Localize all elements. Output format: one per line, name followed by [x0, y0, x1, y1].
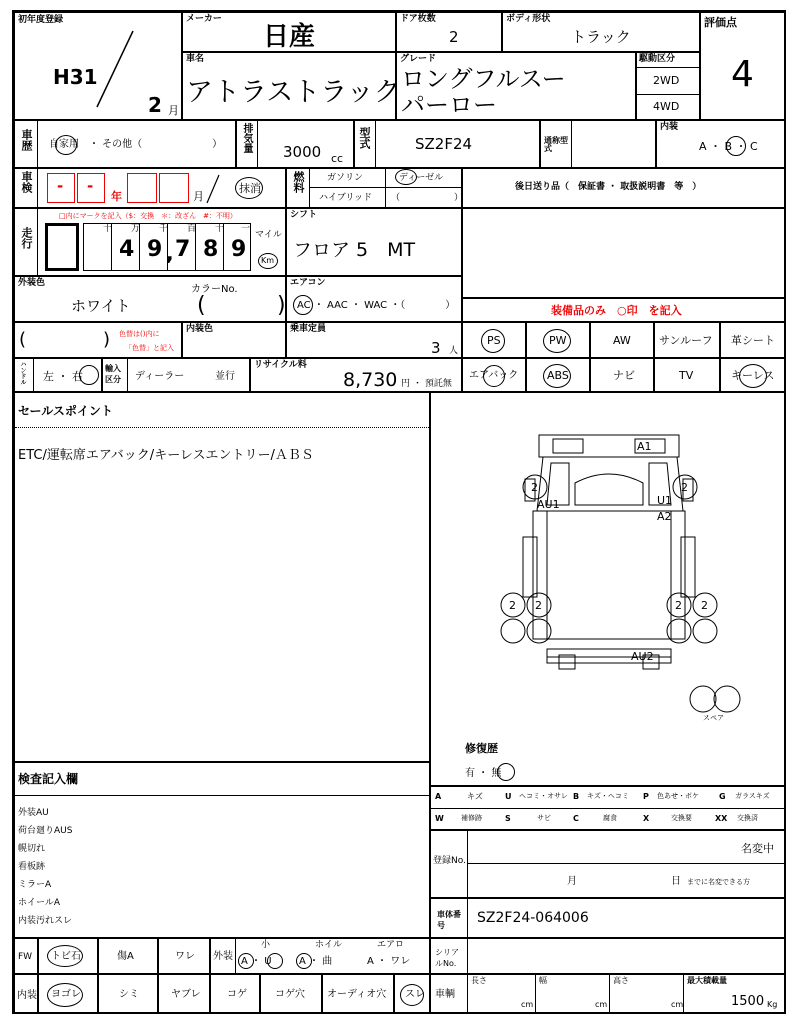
drive-2wd: 2WD — [653, 74, 680, 87]
equipment-tv: TV — [654, 358, 720, 392]
handle-cell — [14, 358, 102, 392]
car-name-cell — [182, 52, 401, 120]
shift-cell — [286, 208, 462, 276]
aircon-value: AC ・ AAC ・ WAC ・（ ） — [297, 300, 456, 311]
aftersend-cell — [462, 168, 786, 208]
fuel-diesel-circle — [395, 169, 417, 185]
interior-grade-circle — [726, 136, 746, 156]
mileage-mile: マイル — [255, 230, 282, 240]
tire-label-rr2: 2 — [701, 599, 708, 612]
mileage-digit-2: 9 — [147, 237, 163, 262]
equipment-navi: ナビ — [590, 358, 654, 392]
inspection-sheet — [12, 10, 786, 1014]
usage-cell — [14, 120, 236, 168]
vehicle-diagram — [430, 392, 786, 786]
model-value: SZ2F24 — [415, 135, 473, 153]
inspector-label: 検査記入欄 — [18, 772, 79, 786]
equipment-ps-circle — [481, 329, 505, 353]
usage-label: 車歴 — [20, 129, 33, 151]
mileage-digit-3: 7 — [175, 237, 191, 262]
inspection-dash1: - — [57, 177, 64, 195]
mileage-cell — [14, 208, 286, 276]
fuel-label: 燃料 — [292, 171, 305, 193]
sales-point-cell — [14, 392, 430, 762]
color-change-cell: ( ) 色替は()内に 「色替」と記入 — [14, 322, 182, 358]
displacement-unit: cc — [331, 152, 344, 165]
interior-dirt-cell: ヨゴレ — [38, 974, 98, 1014]
exterior-color-cell: 外装色 ホワイト カラーNo. ( ) — [14, 276, 286, 322]
common-model-label: 通称型式 — [544, 136, 568, 153]
model-label: 型式 — [358, 127, 371, 149]
reg-no-deadline: までに名変できる方 — [687, 878, 750, 886]
mark-au2: AU2 — [631, 650, 654, 663]
truck-outline — [431, 393, 787, 787]
registration-label: 初年度登録 — [18, 15, 64, 25]
equipment-ps: PS — [462, 322, 526, 358]
shift-value: フロア 5 MT — [293, 239, 416, 261]
inspector-note-2: 荷台廻りAUS — [18, 826, 73, 836]
inspector-note-6: ホイールA — [18, 898, 60, 908]
inspection-expired: 抹消 — [239, 182, 261, 195]
mileage-unit-3: 千 — [159, 224, 169, 234]
interior-dirt-circle — [47, 983, 83, 1007]
aircon-cell — [286, 276, 462, 322]
color-change-note1: 色替は()内に — [119, 330, 160, 338]
mileage-unit-4: 百 — [187, 224, 197, 234]
handle-circle — [79, 365, 99, 385]
interior-burnhole-cell: コゲ穴 — [260, 974, 322, 1014]
doors-label: ドア枚数 — [400, 14, 436, 24]
exterior-color-value: ホワイト — [71, 297, 131, 315]
common-model-cell — [540, 120, 656, 168]
inspection-label: 車検 — [20, 171, 33, 193]
repair-label: 修復歴 — [465, 742, 498, 755]
registration-month: 2 — [148, 93, 162, 117]
inspector-note-1: 外装AU — [18, 808, 49, 818]
inspector-cell — [14, 762, 430, 938]
registration-cell — [14, 12, 182, 120]
tire-label-fl: 2 — [531, 481, 538, 494]
recycle-label: リサイクル料 — [254, 360, 307, 370]
doors-value: 2 — [449, 28, 459, 46]
reg-no-month: 月 — [567, 876, 577, 887]
fuel-other: （ ） — [391, 193, 464, 203]
inspector-note-3: 幌切れ — [18, 844, 46, 854]
mileage-note: □内にマークを記入（$：交換 ＊：改ざん #：不明） — [59, 212, 237, 220]
reg-no-day: 日 — [671, 876, 681, 887]
body-type-cell — [502, 12, 700, 52]
exterior-parts-cell: 外装 小 A ・ U ホイル A ・ 曲 エアロ A ・ ワレ — [210, 938, 430, 974]
chassis-cell — [430, 898, 786, 938]
maker-value: 日産 — [263, 22, 316, 52]
mileage-km: Km — [261, 256, 275, 265]
registration-year: H31 — [53, 65, 98, 89]
capacity-value: 3 — [431, 339, 441, 357]
color-no-label: カラーNo. — [191, 284, 238, 295]
handle-label: ハンドル — [19, 361, 26, 385]
damage-legend: A キズ U ヘコミ・オサレ B キズ・ヘコミ P 色あせ・ボケ G ガラスキズ W 補修跡 S サビ C 腐食 X 交換要 XX 交換済 — [430, 786, 786, 830]
inspection-year-unit: 年 — [111, 190, 122, 203]
interior-row-label: 内装 — [14, 974, 38, 1014]
fuel-hybrid: ハイブリッド — [319, 193, 373, 203]
inspector-note-4: 看板跡 — [18, 862, 46, 872]
fw-cell: FW — [14, 938, 38, 974]
interior-audio-cell: オーディオ穴 — [322, 974, 394, 1014]
inspector-note-7: 内装汚れスレ — [18, 916, 73, 926]
mileage-digit-1: 4 — [119, 237, 135, 262]
maker-cell — [182, 12, 396, 52]
dims-cell: 車輌 長さ cm 幅 cm 高さ cm 最大積載量 1500 Kg — [430, 974, 786, 1014]
capacity-label: 乗車定員 — [290, 324, 327, 334]
mileage-digit-5: 9 — [231, 237, 247, 262]
dims-load-value: 1500 — [731, 994, 765, 1009]
interior-rub-circle — [400, 984, 424, 1006]
tire-label-fr: 2 — [681, 481, 688, 494]
inspection-cell — [14, 168, 286, 208]
mark-a2: A2 — [657, 510, 672, 523]
registration-month-unit: 月 — [168, 104, 179, 117]
drive-4wd: 4WD — [653, 100, 680, 113]
equipment-airbag: エアバック — [462, 358, 526, 392]
interior-tear-cell: ヤブレ — [158, 974, 210, 1014]
displacement-cell — [236, 120, 354, 168]
grade-cell — [396, 52, 636, 120]
body-type-value: トラック — [571, 28, 631, 46]
equipment-pw-circle — [543, 329, 571, 353]
reg-no-cell — [430, 830, 786, 898]
model-cell — [354, 120, 540, 168]
aftersend-label: 後日送り品（ 保証書 ・ 取扱説明書 等 ） — [515, 182, 702, 192]
interior-color-cell — [182, 322, 286, 358]
mileage-comma: , — [166, 241, 174, 265]
equipment-leather: 革シート — [720, 322, 786, 358]
equipment-keyless-circle — [739, 364, 767, 388]
exterior-color-label: 外装色 — [18, 278, 46, 288]
fw-chip-circle — [47, 945, 83, 967]
usage-circle — [55, 135, 77, 155]
capacity-unit: 人 — [449, 346, 459, 356]
drive-label: 駆動区分 — [639, 54, 676, 64]
mark-u1: U1 — [657, 494, 673, 507]
doors-cell — [396, 12, 502, 52]
score-value: 4 — [731, 54, 754, 95]
recycle-cell — [250, 358, 462, 392]
serial-label: シリアルNo. — [435, 948, 459, 968]
color-change-note2: 「色替」と記入 — [125, 344, 174, 352]
maker-label: メーカー — [186, 14, 222, 24]
fuel-diesel: ディーゼル — [399, 173, 444, 183]
mileage-km-circle — [258, 253, 278, 269]
recycle-value: 8,730 — [343, 369, 398, 391]
recycle-deposit: ・ 預託無 — [413, 379, 452, 389]
body-type-label: ボディ形状 — [506, 14, 551, 24]
displacement-label: 排気量 — [241, 123, 252, 153]
aftersend-body — [462, 208, 786, 298]
chassis-value: SZ2F24-064006 — [477, 910, 589, 926]
mileage-unit-2: 万 — [131, 224, 141, 234]
mileage-unit-5: 十 — [215, 224, 225, 234]
capacity-cell — [286, 322, 462, 358]
mileage-digit-4: 8 — [203, 237, 219, 262]
serial-cell — [430, 938, 786, 974]
inspection-expired-circle — [235, 177, 263, 199]
usage-value: 自家用 ・ その他（ ） — [49, 139, 223, 150]
fw-scratch-cell: 傷A — [98, 938, 158, 974]
score-label: 評価点 — [704, 16, 737, 29]
fuel-gasoline: ガソリン — [327, 173, 364, 183]
chassis-label: 車体番号 — [437, 910, 461, 930]
equipment-pw: PW — [526, 322, 590, 358]
equipment-abs-circle — [543, 364, 571, 388]
spare-label: スペア — [703, 714, 724, 722]
mileage-label: 走行 — [20, 227, 33, 249]
interior-grade-value: A ・ B ・ C — [699, 140, 758, 153]
reg-no-label: 登録No. — [433, 856, 466, 866]
aircon-label: エアコン — [290, 278, 326, 288]
repair-circle — [497, 763, 515, 781]
sales-point-value: ETC/運転席エアバック/キーレスエントリー/ＡＢＳ — [18, 448, 314, 463]
mark-a1: A1 — [637, 440, 652, 453]
inspector-note-5: ミラーA — [18, 880, 52, 890]
grade-label: グレード — [400, 54, 437, 64]
grade-line2: パーロー — [401, 91, 497, 119]
inspection-dash2: - — [87, 177, 94, 195]
mileage-unit-1: 十 — [103, 224, 113, 234]
import-label: 輸入区分 — [105, 364, 121, 384]
mileage-unit-6: 一 — [241, 224, 251, 234]
equipment-header — [462, 298, 786, 322]
fuel-cell — [286, 168, 462, 208]
sales-point-label: セールスポイント — [18, 404, 113, 418]
import-cell — [102, 358, 250, 392]
equipment-airbag-circle — [483, 365, 505, 387]
car-name-value: アトラストラック — [186, 77, 401, 108]
tire-label-rl1: 2 — [509, 599, 516, 612]
grade-line1: ロングフルスー — [401, 65, 566, 93]
tire-label-rl2: 2 — [535, 599, 542, 612]
shift-label: シフト — [290, 210, 318, 220]
mark-au1: AU1 — [537, 498, 560, 511]
dims-label: 車輌 — [435, 989, 455, 1000]
recycle-unit: 円 — [401, 379, 411, 389]
fw-chip-cell: トビ石 — [38, 938, 98, 974]
interior-stain-cell: シミ — [98, 974, 158, 1014]
import-parallel: 並行 — [215, 371, 235, 382]
equipment-keyless: キーレス — [720, 358, 786, 392]
fw-crack-cell: ワレ — [158, 938, 210, 974]
drive-cell — [636, 52, 700, 120]
score-cell — [700, 12, 786, 120]
aircon-circle — [293, 295, 313, 315]
interior-color-label: 内装色 — [186, 324, 214, 334]
import-dealer: ディーラー — [135, 371, 185, 382]
equipment-abs: ABS — [526, 358, 590, 392]
repair-value: 有 ・ 無 — [465, 768, 502, 779]
reg-no-name-change: 名変中 — [741, 842, 774, 855]
interior-rub-cell: スレ — [394, 974, 430, 1014]
car-name-label: 車名 — [186, 54, 205, 64]
inspection-month-unit: 月 — [193, 190, 204, 203]
equipment-aw: AW — [590, 322, 654, 358]
interior-grade-cell — [656, 120, 786, 168]
interior-burn-cell: コゲ — [210, 974, 260, 1014]
interior-grade-label: 内装 — [660, 122, 679, 132]
equipment-sunroof: サンルーフ — [654, 322, 720, 358]
equipment-header-text: 装備品のみ ○印 を記入 — [551, 304, 682, 317]
handle-value: 左 ・ 右 — [43, 370, 83, 383]
tire-label-rr1: 2 — [675, 599, 682, 612]
displacement-value: 3000 — [283, 143, 322, 161]
